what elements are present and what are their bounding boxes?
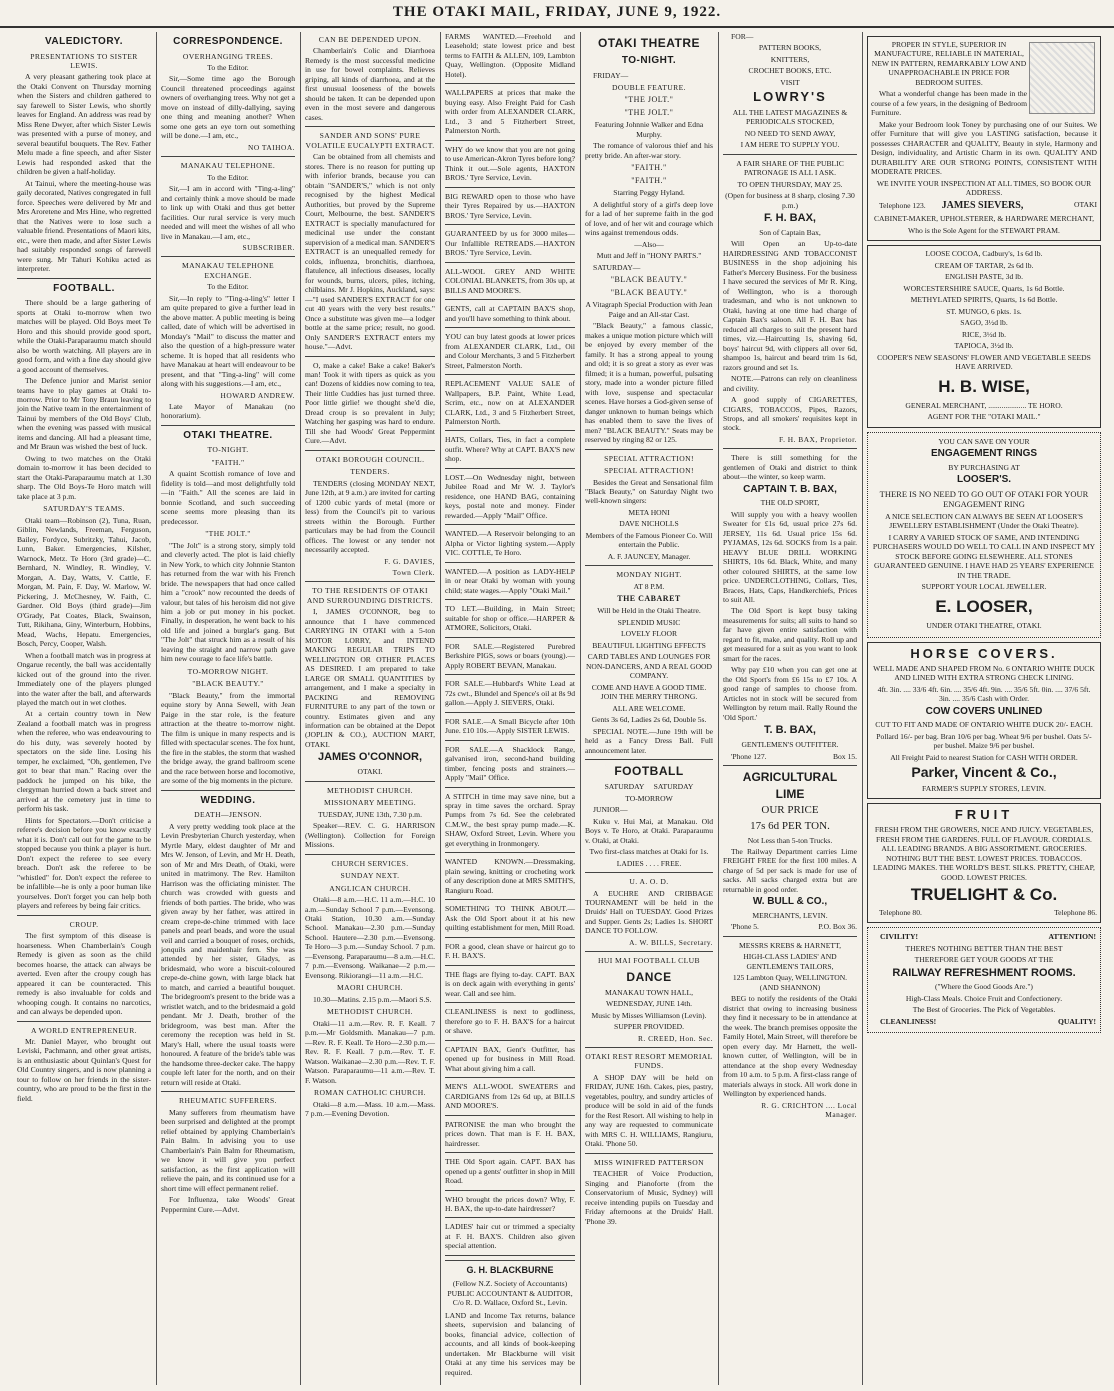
bull-name: W. BULL & CO.,	[752, 896, 828, 908]
beauty-title: "BLACK BEAUTY."	[192, 679, 264, 689]
euchre-signature: A. W. BILLS, Secretary.	[629, 937, 713, 947]
jolt-title: "THE JOLT."	[205, 529, 251, 539]
singer-name: META HONI	[628, 507, 670, 517]
our-price: OUR PRICE	[761, 804, 819, 817]
classified-ad: FOR SALE.—Registered Purebred Berkshire PIGS, sows or boars (young).—Apply ROBERT BEVAN, Manakau.	[445, 641, 575, 670]
classified-ad: THE flags are flying to-day. CAPT. BAX is on deck again with everything in gents' wear. Call and see him.	[445, 969, 575, 998]
football-ad-heading: FOOTBALL	[614, 764, 684, 779]
classified-ad: FOR SALE.—Hubbard's White Lead at 72s cwt., Blundel and Spence's oil at 8s 9d gallon.—Apply J. SIEVERS, Otaki.	[445, 679, 575, 708]
wise-ad	[867, 245, 1101, 428]
krebs-address: 125 Lambton Quay, WELLINGTON. (AND SHANNON)	[732, 973, 848, 992]
classified-ad: REPLACEMENT VALUE SALE of Wallpapers, B.P. Paint, White Lead, Scrim, etc., now on at ALEXANDER CLARK, Ltd., 3 and 5 Fitzherbert Street, Palmerston North.	[445, 379, 575, 426]
article-paragraph: Hints for Spectators.—Don't criticise a referee's decision before you know exactly what it is. Don't call out for the game to be stopped because you think a player is hurt. Don't expect the referee to see every breach. Don't ask the referee to be "whistled" for. Don't expect the referee to be infallible—he is only a poor human like yourselves. Don't forget you can help both players and referees by being fair critics.	[17, 815, 151, 911]
methodist2-heading: METHODIST CHURCH.	[327, 1007, 413, 1017]
faith-title: "FAITH."	[211, 457, 245, 467]
looser-carry: I CARRY A VARIED STOCK OF SAME, AND INTENDING PURCHASERS WOULD DO WELL TO CALL IN AND INSPECT MY STOCK BEFORE GOING ELSEWHERE. ALL STONES GUARANTEED GENUINE. I HAVE HAD 25 YEARS' EXPERIENCE IN THE TRADE.	[872, 532, 1096, 580]
residents-heading: TO THE RESIDENTS OF OTAKI AND SURROUNDING DISTRICTS.	[306, 586, 434, 605]
croup-heading: CROUP.	[69, 919, 99, 929]
classified-ad: GUARANTEED by us for 3000 miles—Our Infallible RETREADS.—HAXTON BROS.' Tyre Service, Levin.	[445, 229, 575, 258]
sievers-paragraph: What a wonderful change has been made in the course of a few years, in the designing of Bedroom Furniture.	[871, 89, 1027, 118]
column-rule	[156, 32, 157, 1385]
article-paragraph: Many sufferers from rheumatism have been surprised and delighted at the prompt relief obtained by applying Chamberlain's Pain Balm. In advising you to use Chamberlain's Pain Balm for Rheumatism, we know it will give you perfect satisfaction, as the first application will relieve the pain, and its continued use for a short time will effect permanent relief.	[161, 1107, 295, 1193]
horse-covers-title: HORSE COVERS.	[910, 645, 1058, 661]
double-feature: DOUBLE FEATURE.	[612, 82, 686, 92]
missionary-label: MISSIONARY MEETING.	[323, 798, 417, 808]
lowry-line: I AM HERE TO SUPPLY YOU.	[740, 140, 840, 150]
classified-ad: FOR SALE.—A Shacklock Range, galvanised iron, second-hand building timber, fencing posts and strainers.—Apply "Mail" Office.	[445, 744, 575, 783]
rheumatic-heading: RHEUMATIC SUFFERERS.	[179, 1096, 277, 1106]
sievers-headline: PROPER IN STYLE, SUPERIOR IN MANUFACTURE, RELIABLE IN MATERIAL, NEW IN PATTERN, REMARKABLY LOW AND UNAPPROACHABLE IN PRICE FOR BEDROOM SUITES.	[871, 40, 1027, 87]
classified-ad: TO LET.—Building, in Main Street; suitable for shop or office.—HARPER & ATMORE, Solicitors, Otaki.	[445, 604, 575, 633]
looser-selection: A NICE SELECTION CAN ALWAYS BE SEEN AT LOOSER'S JEWELLERY ESTABLISHMENT (Under the Otaki Theatre).	[885, 511, 1083, 531]
parker-farmers: FARMER'S SUPPLY STORES, LEVIN.	[922, 783, 1046, 793]
looser-noneed: THERE IS NO NEED TO GO OUT OF OTAKI FOR YOUR ENGAGEMENT RING	[879, 488, 1089, 510]
grocery-item: SAGO, 3½d lb.	[960, 318, 1008, 328]
lime-minimum: Not Less than 5-ton Trucks.	[747, 835, 833, 845]
captain-oldsport: THE OLD SPORT,	[760, 498, 820, 508]
dance-hall: MANAKAU TOWN HALL,	[604, 987, 694, 997]
uaod-heading: U. A. O. D.	[629, 877, 669, 887]
cooper-text: COOPER'S NEW SEASONS' FLOWER AND VEGETABLE SEEDS HAVE ARRIVED.	[877, 352, 1091, 372]
grocery-item: METHYLATED SPIRITS, Quarts, 1s 6d Bottle.	[910, 295, 1058, 305]
valedictory-heading: VALEDICTORY.	[44, 36, 124, 47]
to-editor: To the Editor.	[207, 282, 249, 292]
football-fixtures: Kuku v. Hui Mai, at Manakau. Old Boys v. Te Horo, at Otaki. Paraparaumu v. Otaki, at Otaki.	[585, 816, 713, 845]
classified-ad: LOST.—On Wednesday night, between Jubilee Road and Mr W. J. Taylor's residence, one HAND BAG, containing keys, postal note and money. Finder rewarded.—Apply "Mail" Office.	[445, 472, 575, 520]
classified-list	[445, 32, 575, 1256]
gentlemen-text: There is still something for the gentlemen of Otaki and district to think about—the winter, so keep warm.	[723, 453, 857, 482]
railway-groceries: The Best of Groceries. The Pick of Vegetables.	[912, 1005, 1056, 1015]
lowry-line: PATTERN BOOKS,	[758, 43, 822, 53]
tenders-signature: F. G. DAVIES,	[384, 556, 435, 566]
masthead: THE OTAKI MAIL, FRIDAY, JUNE 9, 1922.	[0, 4, 1114, 28]
special-attraction: SPECIAL ATTRACTION!	[604, 453, 694, 463]
dance-title: DANCE	[626, 969, 672, 984]
dance-supper: SUPPER PROVIDED.	[613, 1022, 685, 1032]
tenders-signature-title: Town Clerk.	[392, 567, 435, 577]
faith-title: "FAITH."	[631, 176, 667, 186]
classified-ad: FARMS WANTED.—Freehold and Leasehold; state lowest price and best terms to FAITH & ALLEN, 109, Lambton Quay, Wellington. (Opposite Midland Hotel).	[445, 32, 575, 79]
vitagraph-text: A Vitagraph Special Production with Jean Paige and an All-star Cast.	[585, 300, 713, 319]
classified-ad: WANTED.—A position as LADY-HELP in or near Otaki by woman with young child; state wages.—Apply "Otaki Mail."	[445, 566, 575, 595]
trees-heading: OVERHANGING TREES.	[182, 51, 274, 61]
oconnor-place: OTAKI.	[357, 767, 383, 777]
column-6	[720, 32, 860, 1385]
football-heading: FOOTBALL.	[53, 282, 115, 294]
sievers-name-line: Telephone 123. JAMES SIEVERS, OTAKI	[879, 199, 1097, 211]
railway-cleanliness: CLEANLINESS! QUALITY!	[880, 1016, 1096, 1026]
captain-paragraph: The Old Sport is kept busy taking measurements for suits; all suits to hand so far have given entire satisfaction with regard to fit, make, and quality. Roll up and get measured for a suit as you want to look smart for the races.	[723, 606, 857, 663]
grocery-item: CREAM OF TARTAR, 2s 6d lb.	[934, 260, 1034, 270]
maori-heading: MAORI CHURCH.	[337, 983, 403, 993]
catholic-heading: ROMAN CATHOLIC CHURCH.	[314, 1088, 426, 1098]
jolt-title: "THE JOLT."	[624, 95, 674, 105]
featuring: Featuring Johnnie Walker and Edna Murphy.	[594, 120, 704, 139]
looser-ad	[867, 432, 1101, 638]
beauty-desc: "Black Beauty," a famous classic, makes a unique motion picture which will be enjoyed by every member of the family. It has a strong appeal to young and old; it is so great a story as ever was filmed; it is a human, powerful, pulsating story, made into a wonder picture filled with love, suspense and spectacular scenes. Have horses a God-given sense of danger unknown to human beings which has enabled them to save the lives of men? "BLACK BEAUTY." Seats may be reserved by ringing 82 or 125.	[585, 321, 713, 445]
looser-save: YOU CAN SAVE ON YOUR	[938, 436, 1030, 446]
cabaret-text: SPLENDID MUSIC	[617, 617, 681, 627]
special-attraction: SPECIAL ATTRACTION!	[604, 466, 694, 476]
classified-ad: SOMETHING TO THINK ABOUT.—Ask the Old Sport about it at his new quilting establishment for men, Mill Road.	[445, 904, 575, 933]
agricultural-title: AGRICULTURAL	[742, 770, 838, 785]
looser-purchasing: BY PURCHASING AT	[948, 462, 1020, 472]
article-paragraph: A very pretty wedding took place at the Levin Presbyterian Church yesterday, when Myrtle Mary, eldest daughter of Mr and Mrs W. Jenson, of Levin, and Mr H. Death, son of Mr and Mrs Death, of Otaki, were united in matrimony. The Rev. Hamilton Harrison was the officiating minister. The church was crowded with guests and friends of both parties. The bride, who was given away by her father, was attired in cream crepe-de-chine trimmed with lace panels and pearl beads, and wore the usual veil and carried a bouquet of roses, orchids, jonquils and maidenhair fern. She was attended by her sister, Gladys, as bridesmaid, who wore a biscuit-coloured crepe-de-chine gown, with large black hat to match, and carried a beautiful bouquet. The bridegroom's present to the bride was a wristlet watch, and to the bridesmaid a gold pendant. Mr J. Death, brother of the bridegroom, was best man. After the ceremony the reception was held in St. Mary's Hall, where the usual toasts were honoured. A feature of the bride's table was the handsome three-decker cake. The happy couple left later for the north, and on their return will reside at Otaki.	[161, 821, 295, 1087]
rest-paragraph: A SHOP DAY will be held on FRIDAY, JUNE 16th. Cakes, pies, pastry, vegetables, poultry, and sundry articles of produce will be sold in aid of the funds for the Rest Resort. All wishing to help in any way are requested to communicate with MRS C. H. WILLIAMS, Rangiuru, Otaki. 'Phone 50.	[585, 1072, 713, 1149]
sievers-paragraph: Make your Bedroom look Toney by purchasing one of our Suites. We offer Furniture that will give you LASTING satisfaction, because it possesses CHARACTER and QUALITY, Beauty in style, Harmony and Design, individuality, and Artistic Charm in its own. QUALITY AND DURABILITY ARE OUR STRONG POINTS, CONSISTENT WITH MODERATE PRICES.	[871, 119, 1097, 177]
looser-name: E. LOOSER,	[935, 596, 1033, 616]
wise-general: GENERAL MERCHANT, .................... TE HORO.	[905, 400, 1063, 410]
article-paragraph: Otaki team—Robinson (2), Tuna, Ruan, Giblin, Newlands, Freeman, Ferguson, Bailey, Fordyce, Subritzky, Tahui, Jacob, Lunn, Baker. Emergencies, Kilsher, Warnock, Metz. Te Horo (3rd grade)—C. Bernhard, N. Windley, R. Windley, V. Morgan, A. Day, Watts, V. Cattle, F. Morgan, M. Pain, F. Day, W. Marlow, W. Pickering, J. McChesney, W. Faith, C. Gardner. Old Boys (third grade)—Jim O'Grady, Pat Coates, Black, Swainson, Tutt, Rikihana, Giny, Winterburn, Hobbins, Mead, Wachs, Hepatu. Emergencies, Bosch, Percy, Cooper, Walsh.	[17, 515, 151, 649]
grocery-item: WORCESTERSHIRE SAUCE, Quarts, 1s 6d Bottle.	[903, 283, 1065, 293]
bull-contact: 'Phone 5. P.O. Box 36.	[731, 922, 857, 932]
blackburne-paragraph: LAND and Income Tax returns, balance sheets, supervision and balancing of books, financial advice, collection of accounts, and all kinds of book-keeping undertaken. Mr Blackburne will visit Otaki at any time his services may be required.	[445, 1310, 575, 1377]
lowry-for: FOR—	[731, 32, 754, 41]
classified-ad: WHO brought the prices down? Why, F. H. BAX, the up-to-date hairdresser?	[445, 1194, 575, 1213]
column-7	[864, 32, 1104, 1385]
column-3	[302, 32, 438, 1385]
classified-ad: MEN'S ALL-WOOL SWEATERS and CARDIGANS from 12s 6d up, at BILLS AND MOORE'S.	[445, 1082, 575, 1111]
article-paragraph: For Influenza, take Woods' Great Peppermint Cure.—Advt.	[161, 1195, 295, 1214]
bax-signature: F. H. BAX, Proprietor.	[779, 434, 857, 444]
railway-therefore: THEREFORE GET YOUR GOODS AT THE	[914, 955, 1054, 965]
review-paragraph: "The Jolt" is a strong story, simply told and cleverly acted. The plot is laid chiefly in New York, to which city Johnnie Stanton has returned from the war with his French bride. The newspapers that had once called him a "crook" now recounted the deeds of valour, but tales of his heroism did not give him a job or put money in his pocket. Finally, in desperation, he went back to his old life and joined a burglar's gang. But "The Jolt" that struck him as a result of his leaving the straight and narrow path gave him new courage to face life's battle.	[161, 540, 295, 664]
article-paragraph: At Tainui, where the meeting-house was gaily decorated, Natives congregated in full force. Speeches were delivered by Mr and Mrs Aroretene and Mrs Hine, who regretted that the Natives were to lose such a valuable friend. Presentations of Maori kits, etc., were then made, and after Sister Lewis had suitably responded songs of farewell were sung. Mr Tahuri Kohiku acted as interpreter.	[17, 178, 151, 274]
classified-ad: WANTED KNOWN.—Dressmaking, plain sewing, knitting or crocheting work of any description done at MRS SMITH'S, Rangiuru Road.	[445, 857, 575, 895]
lowry-line: ALL THE LATEST MAGAZINES & PERIODICALS STOCKED,	[732, 107, 848, 127]
fruit-title: FRUIT	[954, 807, 1014, 823]
grocery-item: TAPIOCA, 3½d lb.	[954, 341, 1014, 351]
lowry-line: CROCHET BOOKS, ETC.	[748, 66, 832, 76]
patterson-paragraph: TEACHER of Voice Production, Singing and Pianoforte (from the Conservatorium of Music, Sydney) will receive intending pupils on Tuesday and Friday afternoons at the Druids' Hall. 'Phone 39.	[585, 1169, 713, 1226]
looser-under: UNDER OTAKI THEATRE, OTAKI.	[926, 621, 1042, 631]
special-desc: Besides the Great and Sensational film "Black Beauty," on Saturday Night two well-known singers:	[585, 477, 713, 506]
faith-desc: A delightful story of a girl's deep love for a lad of her supreme faith in the god of love, and of her wit and courage which wins against tremendous odds.	[585, 199, 713, 238]
column-5	[582, 32, 716, 1385]
letter-signature: NO TAIHOA.	[248, 142, 295, 152]
captain-paragraph: Why pay £10 when you can get one at the Old Sport's from £6 15s to £7 10s. A good range of samples to choose from. Articles not in stock will be secured from Wellington by return mail. Rally Round the 'Old Sport.'	[723, 665, 857, 722]
sunday-label: SUNDAY NEXT.	[340, 871, 400, 881]
classified-ad: A STITCH in time may save nine, but a spray in time saves the orchard. Spray Pumps from 7s 6d. See the celebrated C.M.W., the best spray pump made.—K. SHAW, Oxford Street, Levin. Where you get everything in Ironmongery.	[445, 791, 575, 848]
entrepreneur-heading: A WORLD ENTREPRENEUR.	[31, 1025, 137, 1035]
wedding-subheading: DEATH—JENSON.	[194, 810, 262, 820]
classified-ad: CLEANLINESS is next to godliness, therefore go to F. H. BAX'S for a haircut or shave.	[445, 1007, 575, 1036]
feed-prices: Pollard 16/- per bag. Bran 10/6 per bag. Wheat 9/6 per bushel. Oats 5/- per bushel. Maize 9/6 per bushel.	[876, 731, 1092, 751]
lowry-line: KNITTERS,	[770, 54, 810, 64]
classified-ad: PATRONISE the man who brought the prices down. That man is F. H. BAX, hairdresser.	[445, 1119, 575, 1148]
tenders-paragraph: TENDERS (closing MONDAY NEXT, June 12th, at 9 a.m.) are invited for carting of 1200 cubic yards of metal (more or less) from the Council's pit to various streets within the Borough. Further particulars may be had from the Council offices. The lowest or any tender not necessarily accepted.	[305, 478, 435, 555]
horse-covers-desc: WELL MADE AND SHAPED FROM No. 6 ONTARIO WHITE DUCK AND LINED WITH EXTRA STRONG CHECK LINING.	[873, 663, 1095, 683]
teams-subheading: SATURDAY'S TEAMS.	[43, 504, 125, 514]
services-heading: CHURCH SERVICES.	[331, 858, 409, 868]
grocery-item: ENGLISH PASTE, 3d lb.	[945, 272, 1023, 282]
huimai-heading: HUI MAI FOOTBALL CLUB	[598, 956, 700, 966]
tomorrow-label: TO-MORROW NIGHT.	[187, 666, 269, 676]
captain-paragraph: Will supply you with a heavy woollen Sweater for £1s 6d, usual price 27s 6d. JERSEY, 11s 6d. Usual price 15s 6d. PYJAMAS, 12s 6d. SOCKS from 1s a pair. HEAVY BLUE DRILL WORKING SHIRTS, 10s 6d. Black, White, and many other coloured SHIRTS, at the same low price. UNDERCLOTHING, Collars, Ties, Braces, Hats, Caps, Handkerchiefs, Prices to suit All.	[723, 509, 857, 604]
to-editor: To the Editor.	[207, 62, 249, 72]
time-label: AT 8 P.M.	[633, 581, 665, 591]
theatre-heading: OTAKI THEATRE.	[183, 429, 273, 441]
article-paragraph: Mr. Daniel Mayer, who brought out Leviski, Pachmann, and other great artists, is an enthusiastic about Quinlan's Quest for Old Country singers, and is now planning a tour to follow on her friends in the sister-country, who are proud to be the first in the field.	[17, 1036, 151, 1103]
football-ladies: LADIES . . . . FREE.	[616, 858, 682, 868]
letter-paragraph: Sir,—In reply to "Ting-a-ling's" letter I am quite prepared to give a further lead in the above matter. A public meeting is being called, date of which will be advertised in Monday's "Mail" to discuss the matter and also the question of a high-pressure water scheme. It is hoped that all residents who have Manakau at heart will endeavour to be present, and that "Ting-a-ling" will come along with his suggestions.—I am, etc.,	[161, 293, 295, 389]
anglican-heading: ANGLICAN CHURCH.	[329, 883, 411, 893]
romance-text: The romance of valorous thief and his pretty bride. An after-war story.	[585, 141, 713, 160]
classified-ad: YOU can buy latest goods at lower prices from ALEXANDER CLARK, Ltd., Oil and Colour Merchants, 3 and 5 Fitzherbert Street, Palmerston North.	[445, 332, 575, 370]
also-text: Mutt and Jeff in "HONY PARTS."	[596, 251, 702, 261]
friday-label: FRIDAY—	[593, 70, 629, 80]
bax-paragraph: Will Open an Up-to-date HAIRDRESSING AND TOBACCONIST BUSINESS in the shop adjoining his Father's Mercery Business. For the business I have secured the services of Mr R. King, of Wellington, who is a thorough tradesman, and who is not unknown to Otaki, having at one time had charge of Captain Bax's saloon. All F. H. Bax has reduced all charges to suit the present hard times, viz.—Haircutting 1s, shaving 6d, boys' haircut 9d, with clippers all over 6d, shampoo 1s, haircut and beard trim 1s 6d, razors ground and set 1s.	[723, 239, 857, 372]
article-paragraph: When a football match was in progress at Ongarue recently, the ball was accidentally kicked out of the ground into the river. Immediately one of the players plunged into the water after the ball, and afterwards played the match out in wet clothes.	[17, 650, 151, 707]
cabaret-text: BEAUTIFUL LIGHTING EFFECTS	[592, 640, 706, 650]
lime-price: 17s 6d PER TON.	[750, 819, 830, 832]
article-paragraph: Can be obtained from all chemists and stores. There is no reason for putting up with inferior brands, because you can obtain "SANDER'S," which is not only recognised by the highest Medical Authorities, but proved by the Supreme Court, Melbourne, the best. SANDER'S EXTRACT is specially manufactured for medicinal use under the constant supervision of a medical man. SANDER'S EXTRACT is an unequalled remedy for colds, influenza, bronchitis, diarrhoea, flatulence, all infectious diseases, locally for wounds, burns, ulcers, piles, itching, chilblains. Mr J. Hopkins, Auckland, says:—"I used SANDER'S EXTRACT for one cut 40 years with the very best results." Once a substitute was given me—a lodger bottle at the same price; result, no good. Only SANDER'S EXTRACT enters my house."—Advt.	[305, 152, 435, 352]
sievers-cabinet: CABINET-MAKER, UPHOLSTERER, & HARDWARE MERCHANT,	[873, 214, 1094, 224]
article-paragraph: At a certain country town in New Zealand a football match was in progress when the referee, who was endeavouring to do his duty, was severely hooted by spectators on the side line. Losing his temper, he exclaimed, "Oh, gentlemen, I've got to bear that man." Racing over the paddock he jumped on his bike, the clergyman hurried down a back street and arrived at the cemetery just in time to perform his task.	[17, 709, 151, 814]
grocery-item: RICE, 3½d lb.	[961, 329, 1007, 339]
dance-music: Music by Misses Williamson (Levin).	[591, 1010, 707, 1020]
tenders-label: TENDERS.	[350, 467, 390, 477]
cow-covers-title: COW COVERS UNLINED	[925, 705, 1043, 717]
railway-where: ("Where the Good Goods Are.")	[935, 982, 1033, 992]
classified-ad: BIG REWARD open to those who have their Tyres Repaired by us.—HAXTON BROS.' Tyre Service, Levin.	[445, 191, 575, 220]
tonight-label: TO-NIGHT.	[207, 445, 249, 455]
junior-label: JUNIOR—	[593, 805, 628, 815]
oconnor-name: JAMES O'CONNOR,	[317, 751, 423, 764]
railway-ad	[867, 927, 1101, 1033]
starring: Starring Peggy Hyland.	[613, 188, 685, 198]
singer-name: DAVE NICHOLLS	[619, 519, 679, 529]
article-paragraph: There should be a large gathering of sports at Otaki to-morrow when two matches will be played. Old Boys meet Te Horo and this should provide good sport, while the Otaki-Paraparaumu match should also be worth watching. All players are in good form, and with a fine day should give a good account of themselves.	[17, 298, 151, 374]
column-rule	[862, 32, 863, 1385]
classified-ad: FOR SALE.—A Small Bicycle after 10th June. £10 10s.—Apply SISTER LEWIS.	[445, 716, 575, 736]
lowry-visit: VISIT	[780, 77, 800, 87]
railway-meals: High-Class Meals. Choice Fruit and Confectionery.	[905, 993, 1063, 1003]
column-4	[442, 32, 578, 1385]
column-1	[14, 32, 154, 1385]
cabaret-text: ALL ARE WELCOME.	[612, 703, 686, 713]
wedding-heading: WEDDING.	[200, 794, 256, 806]
bax-paragraph: A good supply of CIGARETTES, CIGARS, TOBACCOS, Pipes, Razors, Strops, and all smokers' requisites kept in stock.	[723, 395, 857, 433]
cabaret-title: THE CABARET	[617, 594, 681, 604]
looser-engagement: ENGAGEMENT RINGS	[930, 448, 1038, 460]
horse-covers-sizes: 4ft. 3in. .... 33/6 4ft. 6in. .... 35/6 4ft. 9in. .... 35/6 5ft. 0in. .... 37/6 5ft. 3in. .... 35/6 Cash with Order.	[877, 684, 1091, 704]
residents-paragraph: I, JAMES O'CONNOR, beg to announce that I have commenced CARRYING IN OTAKI with a 5-ton MOTOR LORRY, and INTEND MAKING REGULAR TRIPS TO WELLINGTON OR OTHER PLACES AS DESIRED. I am prepared to take LARGE OR SMALL QUANTITIES by arrangement, and I make a specialty in PACKING and REMOVING FURNITURE to any part of the town or country. Estimates given and any information can be obtained at the Depot (JOPLIN & CO.), AUCTION MART, OTAKI.	[305, 607, 435, 749]
column-2	[158, 32, 298, 1385]
classified-ad: WALLPAPERS at prices that make the buying easy. Also Freight Paid for Cash with order from ALEXANDER CLARK, Ltd., 3 and 5 Fitzherbert Street, Palmerston North.	[445, 88, 575, 136]
dance-signature: R. CREED, Hon. Sec.	[638, 1033, 713, 1043]
wise-name: H. B. WISE,	[938, 376, 1030, 396]
football-tomorrow: TO-MORROW	[625, 793, 673, 803]
grocery-item: LOOSE COCOA, Cadbury's, 1s 6d lb.	[925, 249, 1043, 259]
truelight-ad	[867, 803, 1101, 923]
theatre-ad-heading: OTAKI THEATRE	[597, 36, 701, 50]
bull-merchants: MERCHANTS, LEVIN.	[752, 910, 828, 920]
article-paragraph: Chamberlain's Colic and Diarrhoea Remedy is the most successful medicine in use for bowel complaints. Relieves griping, all kinds of diarrhoea, and at the first unusual looseness of the bowels should be taken. It can be depended upon even in the most severe and dangerous cases.	[305, 46, 435, 122]
services-list: Otaki—8 a.m.—Mass. 10 a.m.—Mass. 7 p.m.—Evening Devotion.	[305, 1099, 435, 1119]
monday-label: MONDAY NIGHT.	[616, 570, 682, 580]
review-paragraph: "Black Beauty," from the immortal equine story by Anna Sewell, with Jean Paige in the star role, is the feature attraction at the theatre to-morrow night. The film is unique in many respects and is filled with spectacular scenes. The fox hunt, the fire in the stables, the storm that washed the bridge away, the grand ballroom scene and the race between horse and locomotive, are some of the big moments in the picture.	[161, 690, 295, 786]
truelight-phones: Telephone 80. Telephone 86.	[879, 907, 1097, 917]
beauty-title: "BLACK BEAUTY."	[610, 275, 688, 285]
presentations-subheading: PRESENTATIONS TO SISTER LEWIS.	[30, 51, 138, 70]
sander-heading: SANDER AND SONS' PURE VOLATILE EUCALYPTI EXTRACT.	[305, 131, 435, 150]
cabaret-price: Gents 3s 6d, Ladies 2s 6d, Double 5s.	[591, 715, 707, 725]
bax-son: Son of Captain Bax,	[759, 227, 821, 237]
letter-paragraph: Sir,—Some time ago the Borough Council threatened proceedings against owners of overhanging trees. Why not get a move on instead of dilly-dallying, saying one thing and meaning another? When some one gets an eye torn out something will be done.—I am, etc.,	[161, 74, 295, 141]
letter-signature: HOWARD ANDREW.	[220, 390, 295, 400]
sievers-agent: Who is the Sole Agent for the STEWART PRAM.	[908, 225, 1060, 235]
exchange-heading: MANAKAU TELEPHONE EXCHANGE.	[181, 261, 275, 280]
poem-paragraph: O, make a cake! Bake a cake! Baker's man! Took it with tipers as quick as you can! Dozens of kiddies now coming to tea, Their little Cuddies has just turned three. Poor little girlie! we thought she'd die, Dread croup is so prevalent in July; Watching her gasping was hard to endure. Till she had Woods' Great Peppermint Cure.—Advt.	[305, 360, 435, 446]
letter-paragraph: Sir,—I am in accord with "Ting-a-ling" and certainly think a move should be made to link up with Otaki and thus get better facilities. Our rural service is very much needed and will meet the wishes of all who live in Manakau.—I am, etc.,	[161, 184, 295, 241]
krebs-paragraph: BEG to notify the residents of the Otaki district that owing to increasing business they find it necessary to be in attendance at the week. The branch premises opposite the Family Hotel, Main Street, will therefore be open every day. Mr Harnett, the well-known cutter, of Wellington, will be in attendance at the shop every Wednesday from 10 a.m. to 5 p.m. A first-class range of materials always in stock. All work done in Wellington by experienced hands.	[723, 994, 857, 1099]
lowry-line: NO NEED TO SEND AWAY,	[744, 128, 836, 138]
jolt-title: "THE JOLT."	[624, 108, 674, 118]
classified-ad: GENTS, call at CAPTAIN BAX'S shop, and you'll have something to think about.	[445, 304, 575, 323]
cabaret-text: COME AND HAVE A GOOD TIME. JOIN THE MERRY THRONG.	[591, 682, 707, 702]
sievers-ad	[867, 36, 1101, 241]
parker-name: Parker, Vincent & Co.,	[911, 764, 1057, 781]
bax-fair: A FAIR SHARE OF THE PUBLIC PATRONAGE IS ALL I ASK.	[736, 158, 844, 178]
classified-ad: WANTED.—A Reservoir belonging to an Alpha or Victor lighting system.—Apply VIC. COTTLE, Te Horo.	[445, 529, 575, 558]
column-rule	[580, 32, 581, 1385]
review-paragraph: A quaint Scottish romance of love and fidelity is told—and most delightfully told—in "Faith." All the scenes are laid in bonnie Scotland, and such succeeding scene seems more pleasing than its predecessor.	[161, 469, 295, 526]
column-rule	[300, 32, 301, 1385]
also-label: —Also—	[634, 239, 664, 249]
methodist-heading: METHODIST CHURCH.	[327, 785, 413, 795]
services-list: Otaki—8 a.m.—H.C. 11 a.m.—H.C. 10 a.m.—Sunday School 7 p.m.—Evensong. Otaki Station, 10.30 a.m.—Sunday School. Manakau—2.30 p.m.—Sunday School. Hautere—2.30 p.m.—Evensong. Te Horo—3 p.m.—Sunday School. 7 p.m.—Evensong. Paraparaumu—8 a.m.—H.C. 7 p.m.—Evensong. Waikanae—2 p.m.—Evensong. Rikiorangi—11 a.m.—H.C.	[305, 895, 435, 980]
railway-civility: CIVILITY! ATTENTION!	[880, 932, 1096, 942]
letter-note: Late Mayor of Manakau (no honorarium).	[161, 401, 295, 421]
article-paragraph: The Defence junior and Marist senior teams have to play games at Otaki to-morrow. Prior to Mr Tony Braun leaving to join the Native team in the entertainment of Tainui by members of the Old Boys' Club, when the evening was passed with musical items and dancing. All had a pleasant time, and Mr Braun was wished the best of luck.	[17, 376, 151, 452]
euchre-paragraph: A EUCHRE AND CRIBBAGE TOURNAMENT will be held in the Druids' Hall on TUESDAY. Good Prizes and Supper. Gents 2s; Ladies 1s. SHORT DANCE TO FOLLOW.	[585, 888, 713, 936]
members-text: Members of the Famous Pioneer Co. Will entertain the Public.	[585, 530, 713, 550]
captain-name: CAPTAIN T. B. BAX,	[743, 483, 837, 495]
looser-shop: LOOSER'S.	[956, 474, 1012, 486]
services-list: 10.30—Matins. 2.15 p.m.—Maori S.S.	[313, 994, 432, 1004]
grocery-item: ST. MUNGO, 6 pkts. 1s.	[946, 306, 1022, 316]
missionary-paragraph: Speaker—REV. C. G. HARRISON (Wellington). Collection for Foreign Missions.	[305, 821, 435, 850]
correspondence-heading: CORRESPONDENCE.	[173, 36, 283, 47]
bax-note: NOTE.—Patrons can rely on cleanliness and civility.	[723, 374, 857, 393]
article-paragraph: The first symptom of this disease is hoarseness. When Chamberlain's Cough Remedy is given as soon as the child becomes hoarse, the attack can always be averted. Even after the croupy cough has appeared it can be counteracted. This remedy is also invaluable for colds and whooping cough. It contains no narcotics, and can always be depended upon.	[17, 931, 151, 1017]
bax-open-hours: (Open for business at 8 sharp, closing 7.30 p.m.)	[725, 191, 855, 210]
tb-bax-name: T. B. BAX,	[764, 724, 816, 737]
rest-heading: OTAKI REST RESORT MEMORIAL FUNDS.	[585, 1051, 713, 1071]
classified-ad: WHY do we know that you are not going to use American-Akron Tyres before long? Think it out.—Sole agents, HAXTON BROS.' Tyre Service, Levin.	[445, 144, 575, 183]
outfitter-label: GENTLEMEN'S OUTFITTER.	[741, 740, 839, 750]
railway-nothing: THERE'S NOTHING BETTER THAN THE BEST	[905, 943, 1063, 953]
bax-open: TO OPEN THURSDAY, MAY 25.	[737, 179, 843, 189]
to-editor: To the Editor.	[207, 172, 249, 182]
missionary-date: TUESDAY, JUNE 13th, 7.30 p.m.	[317, 809, 422, 819]
borough-heading: OTAKI BOROUGH COUNCIL.	[315, 454, 425, 464]
lime-title: LIME	[775, 787, 805, 802]
bax-contact: 'Phone 127. Box 15.	[731, 751, 857, 761]
cow-covers-desc: CUT TO FIT AND MADE OF ONTARIO WHITE DUCK 20/- EACH.	[875, 720, 1093, 730]
bax-name: F. H. BAX,	[764, 212, 816, 225]
column-rule	[440, 32, 441, 1385]
wise-agent: AGENT FOR THE "OTAKI MAIL."	[927, 412, 1041, 422]
cabaret-note: SPECIAL NOTE.—June 19th will be held as a Fancy Dress Ball. Full announcement later.	[585, 726, 713, 755]
classified-ad: FOR a good, clean shave or haircut go to F. H. BAX'S.	[445, 941, 575, 961]
column-rule	[718, 32, 719, 1385]
cabaret-text: Will be Held in the Otaki Theatre.	[597, 606, 701, 616]
truelight-name: TRUELIGHT & Co.	[910, 885, 1058, 905]
beauty-title: "BLACK BEAUTY."	[610, 288, 688, 298]
classified-ad: CAPTAIN BAX, Gent's Outfitter, has opened up for business in Mill Road. What about giving him a call.	[445, 1044, 575, 1073]
letter-signature: SUBSCRIBER.	[242, 242, 295, 252]
lowry-name: LOWRY'S	[753, 89, 827, 105]
classified-ad: ALL-WOOL GREY AND WHITE COLONIAL BLANKETS, from 30s up, at BILLS AND MOORE'S.	[445, 266, 575, 295]
article-paragraph: Owing to two matches on the Otaki domain to-morrow it has been decided to start the Otaki-Paraparaumu match at 1.30 sharp. The Old Boys-Te Horo match will take place at 3 p.m.	[17, 453, 151, 501]
classified-ad: LADIES' hair cut or trimmed a specialty at F. H. BAX'S. Children also given special attention.	[445, 1222, 575, 1251]
parker-ad	[867, 642, 1101, 800]
faith-title: "FAITH."	[631, 163, 667, 173]
krebs-signature: R. G. CRICHTON .... Local Manager.	[761, 1100, 857, 1119]
freight-text: All Freight Paid to nearest Station for CASH WITH ORDER.	[890, 752, 1078, 762]
depended-heading: CAN BE DEPENDED UPON.	[318, 35, 422, 44]
bedroom-suite-illustration	[1029, 42, 1095, 114]
manager-name: A. F. JAUNCEY, Manager.	[607, 551, 691, 561]
krebs-name: MESSRS KREBS & HARNETT,	[739, 940, 841, 950]
classified-ad: THE Old Sport again. CAPT. BAX has opened up a gents' outfitter in shop in Mill Road.	[445, 1157, 575, 1186]
grocery-list	[871, 249, 1097, 350]
article-paragraph: A very pleasant gathering took place at the Otaki Convent on Thursday morning when the Sisters and children gathered to say farewell to Sister Lewis, who shortly leaves for England. An address was read by Miss Rene Dwyer, after which Sister Lewis was presented with a purse of money, and several beautiful bouquets. The Rev. Father Melu made a fine speech, and after Sister Lewis had responded asked that the children be given a half-holiday.	[17, 72, 151, 177]
truelight-list: FRESH FROM THE GROWERS, NICE AND JUICY. VEGETABLES, FRESH FROM THE GARDENS. FULL OF FLAVOUR. CORDIALS. ALL LEADING BRANDS. A BIG ASSORTMENT. GROCERIES. NOTHING BUT THE BEST. LOWEST PRICES. TOBACCOS. LEADING MAKES. THE WORLD'S BEST. SILKS. PRETTY, CHEAP, GOOD. LOWEST PRICES.	[873, 825, 1095, 882]
patterson-heading: MISS WINIFRED PATTERSON	[593, 1157, 705, 1167]
saturday-label: SATURDAY—	[593, 262, 641, 272]
classified-ad: HATS, Collars, Ties, in fact a complete outfit. Where? Why at CAPT. BAX'S new shop.	[445, 435, 575, 464]
cabaret-text: LOVELY FLOOR	[620, 629, 678, 639]
cabaret-text: CARD TABLES AND LOUNGES FOR NON-DANCERS, AND A REAL GOOD COMPANY.	[585, 652, 713, 681]
football-price: Two first-class matches at Otaki for 1s.	[589, 847, 709, 857]
football-day: SATURDAY SATURDAY	[604, 782, 694, 792]
blackburne-name: G. H. BLACKBURNE	[466, 1264, 554, 1275]
blackburne-title: (Fellow N.Z. Society of Accountants) PUBLIC ACCOUNTANT & AUDITOR, C/o R. D. Wallace, Oxford St., Levin.	[447, 1279, 573, 1308]
krebs-sub: HIGH-CLASS LADIES' AND GENTLEMEN'S TAILORS,	[743, 952, 837, 971]
railway-rooms: RAILWAY REFRESHMENT ROOMS.	[892, 966, 1076, 979]
railway-text: The Railway Department carries Lime FREIGHT FREE for the first 100 miles. A charge of 5d per sack is made for use of sacks. All sacks charged extra but are returnable in good order.	[723, 847, 857, 894]
dance-date: WEDNESDAY, JUNE 14th.	[605, 999, 693, 1009]
theatre-tonight: TO-NIGHT.	[621, 55, 677, 66]
looser-support: SUPPORT YOUR LOCAL JEWELLER.	[921, 582, 1047, 592]
services-list: Otaki—11 a.m.—Rev. R. F. Keall. 7 p.m.—Mr Goldsmith. Manakau—7 p.m.—Rev. R. F. Keall. Te Horo—2.30 p.m.—Rev. R. F. Keall. 7 p.m.—Rev. T. F. Watson. Waikanae—2.30 p.m.—Rev. T. F. Watson. Paraparaumu—11 a.m.—Rev. T. F. Watson.	[305, 1018, 435, 1085]
telephone-heading: MANAKAU TELEPHONE.	[180, 161, 276, 171]
sievers-invite: WE INVITE YOUR INSPECTION AT ALL TIMES, SO BOOK OUR ADDRESS.	[876, 178, 1092, 198]
